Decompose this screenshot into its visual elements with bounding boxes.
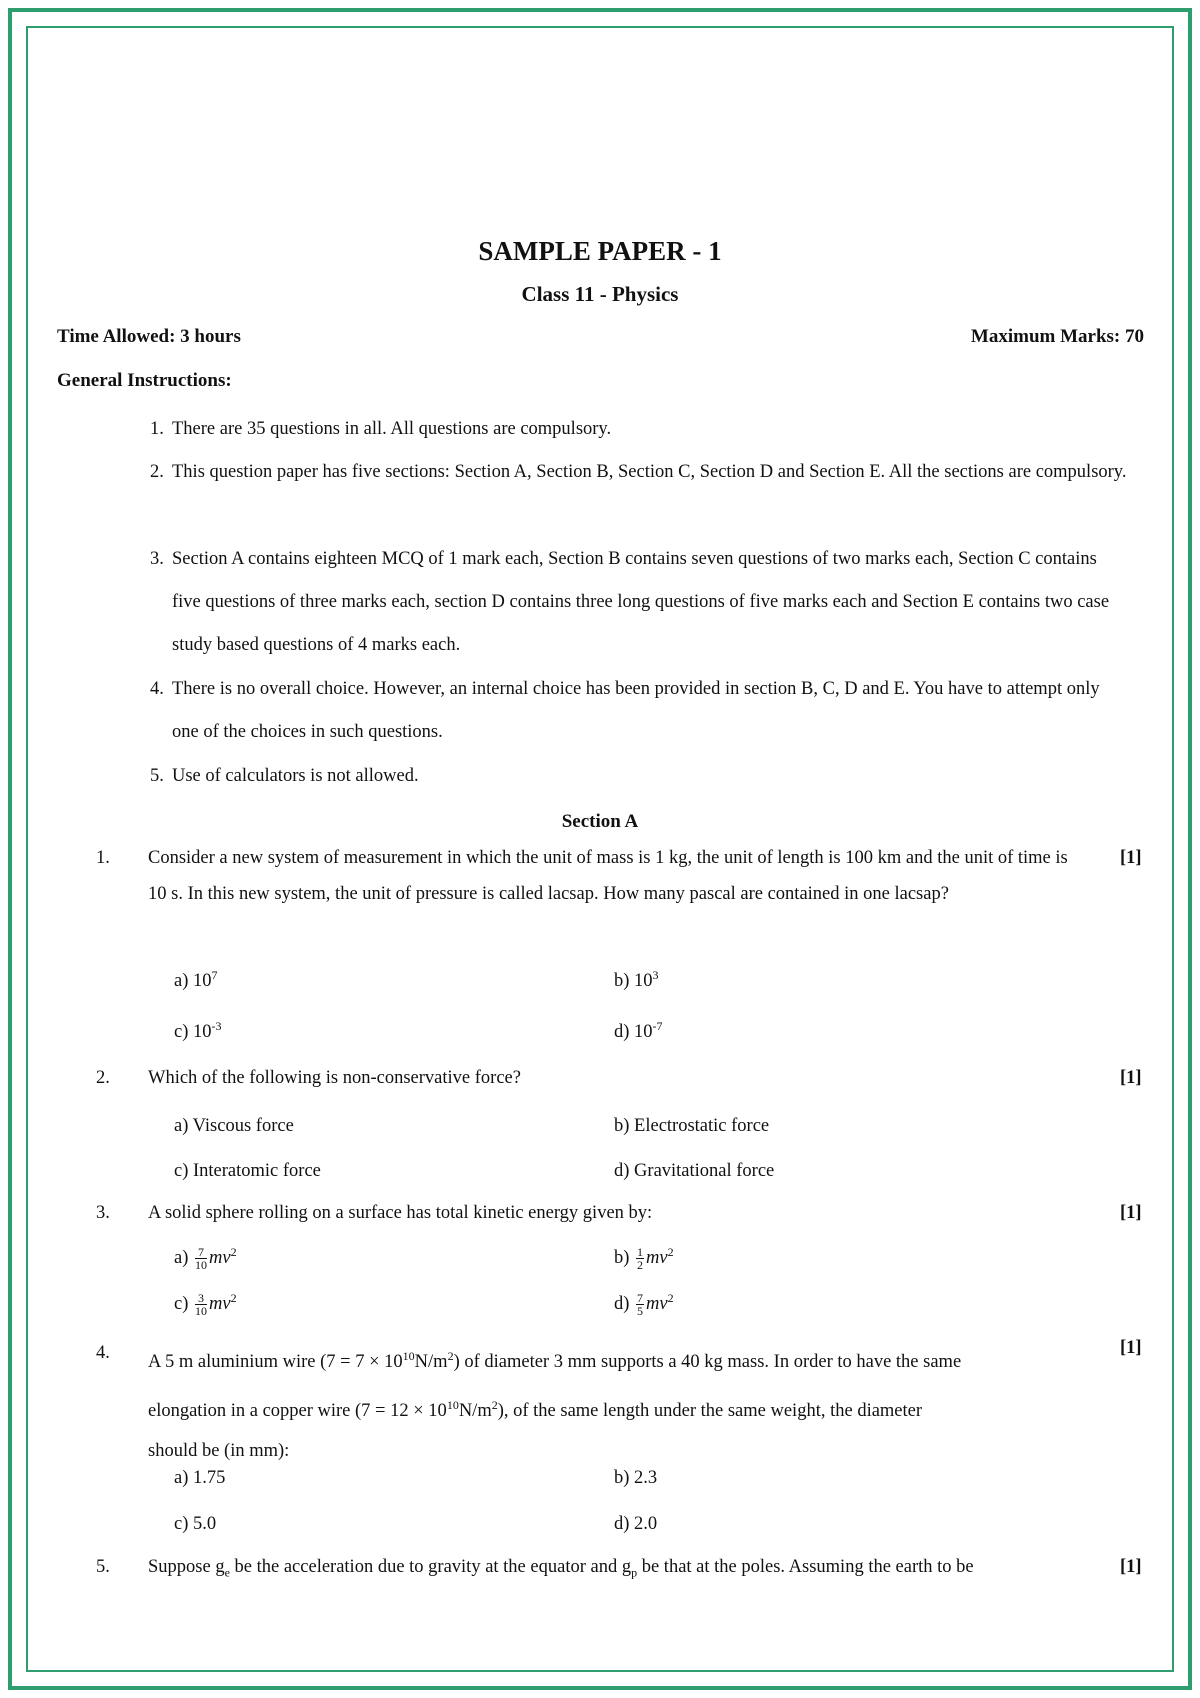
option-fraction (195, 1292, 207, 1317)
option-c (174, 1291, 237, 1317)
option-c (174, 1019, 222, 1043)
question-marks: [1] (1120, 1557, 1142, 1577)
option-exponent: 2 (667, 1291, 674, 1305)
option-label: d) (614, 1022, 630, 1043)
option-text: Electrostatic force (634, 1116, 770, 1136)
text-part: Suppose g (148, 1557, 225, 1577)
section-heading: Section A (561, 811, 639, 832)
instruction-item (150, 755, 1130, 798)
option-b (614, 1468, 657, 1489)
option-fraction (195, 1246, 207, 1271)
question-number: 5. (96, 1557, 110, 1577)
fraction-numerator: 7 (195, 1246, 207, 1259)
instruction-text: There is no overall choice. However, an internal choice has been provided in section B, C, D and E. You have to attempt only one of the choices in such questions. (172, 679, 1100, 742)
question-number: 4. (96, 1343, 110, 1363)
option-d (614, 1514, 657, 1535)
fraction-denominator: 10 (195, 1258, 207, 1273)
option-label: a) (174, 1248, 189, 1269)
option-c (174, 1161, 321, 1182)
instruction-number: 4. (150, 679, 164, 699)
option-label: d) (614, 1161, 630, 1181)
question-marks: [1] (1120, 1203, 1142, 1223)
exponent: 2 (491, 1398, 498, 1413)
option-expression: mv (646, 1294, 668, 1315)
option-a (174, 1468, 225, 1489)
exponent: 10 (402, 1349, 415, 1363)
option-fraction (636, 1246, 644, 1271)
instruction-number: 5. (150, 766, 164, 786)
question-line: should be (in mm): (148, 1441, 290, 1462)
option-text: Viscous force (192, 1116, 294, 1136)
option-text: 2.0 (634, 1514, 658, 1534)
option-exponent: 2 (230, 1291, 237, 1305)
option-exponent: 7 (211, 968, 218, 982)
option-label: c) (174, 1294, 189, 1315)
option-d (614, 1161, 774, 1182)
option-text: 5.0 (193, 1514, 217, 1534)
option-a (174, 1245, 237, 1271)
option-label: b) (614, 1468, 630, 1488)
instruction-item (150, 668, 1130, 754)
option-expression: mv (209, 1294, 231, 1315)
option-text: 1.75 (193, 1468, 226, 1488)
option-exponent: -7 (652, 1019, 663, 1033)
option-b (614, 968, 659, 992)
option-base: 10 (634, 971, 653, 992)
subscript: e (224, 1565, 230, 1580)
option-text: Interatomic force (193, 1161, 321, 1181)
fraction-numerator: 7 (637, 1291, 644, 1306)
question-text (148, 1549, 1088, 1591)
maximum-marks: Maximum Marks: 70 (970, 326, 1144, 347)
option-exponent: -3 (211, 1019, 222, 1033)
question-marks: [1] (1120, 848, 1142, 868)
option-fraction (636, 1292, 644, 1317)
instruction-item (150, 538, 1130, 667)
option-label: a) (174, 971, 189, 992)
question-number: 2. (96, 1068, 110, 1088)
option-b (614, 1245, 674, 1271)
question-line (148, 1335, 1088, 1384)
question-text: Consider a new system of measurement in which the unit of mass is 1 kg, the unit of length is 100 km and the unit of time is 10 s. In this new system, the unit of pressure is called lacsap. How many pascal are contained in one lacsap? (148, 848, 1068, 904)
option-base: 10 (193, 971, 212, 992)
option-label: b) (614, 971, 630, 992)
fraction-denominator: 10 (195, 1304, 207, 1319)
option-expression: mv (646, 1248, 668, 1269)
option-d (614, 1291, 674, 1317)
text-part: N/m (458, 1401, 492, 1422)
option-b (614, 1116, 769, 1137)
option-text: Gravitational force (634, 1161, 775, 1181)
option-label: c) (174, 1022, 189, 1043)
fraction-denominator: 5 (637, 1304, 644, 1319)
option-base: 10 (634, 1022, 653, 1043)
option-label: d) (614, 1514, 630, 1534)
text-part: ) of diameter 3 mm supports a 40 kg mass. In order to have the same (453, 1352, 962, 1373)
text-part: elongation in a copper wire (7 = 12 × 10 (148, 1401, 447, 1422)
paper-subtitle: Class 11 - Physics (521, 282, 679, 306)
question-marks: [1] (1120, 1338, 1142, 1358)
paper-title: SAMPLE PAPER - 1 (478, 236, 722, 266)
question-text: A solid sphere rolling on a surface has total kinetic energy given by: (148, 1203, 653, 1223)
option-a (174, 968, 218, 992)
question-number: 3. (96, 1203, 110, 1223)
option-label: a) (174, 1116, 189, 1136)
text-part: be that at the poles. Assuming the earth to be (637, 1557, 974, 1577)
question-text (148, 1335, 1088, 1469)
text-part: ), of the same length under the same weight, the diameter (497, 1401, 923, 1422)
text-part: A 5 m aluminium wire (7 = 7 × 10 (148, 1352, 403, 1373)
exponent: 10 (446, 1398, 459, 1413)
fraction-numerator: 3 (195, 1292, 207, 1305)
option-exponent: 2 (667, 1245, 674, 1259)
option-base: 10 (193, 1022, 212, 1043)
instruction-text: Use of calculators is not allowed. (172, 766, 419, 786)
fraction-numerator: 1 (637, 1245, 644, 1260)
option-label: b) (614, 1248, 630, 1269)
exponent: 2 (447, 1349, 454, 1363)
option-label: d) (614, 1294, 630, 1315)
fraction-denominator: 2 (637, 1258, 644, 1273)
question-text: Which of the following is non-conservative force? (148, 1068, 521, 1088)
instruction-text: Section A contains eighteen MCQ of 1 mark each, Section B contains seven questions of two marks each, Section C contains five questions of three marks each, section D contains three long questions of five marks each and Section E contains two case study based questions of 4 marks each. (172, 549, 1110, 655)
option-label: a) (174, 1468, 189, 1488)
time-allowed: Time Allowed: 3 hours (57, 326, 241, 347)
option-exponent: 3 (652, 968, 659, 982)
instruction-number: 1. (150, 419, 164, 439)
question-line (148, 1384, 1088, 1433)
option-text: 2.3 (634, 1468, 658, 1488)
option-d (614, 1019, 663, 1043)
subscript: p (631, 1565, 638, 1580)
question-marks: [1] (1120, 1068, 1142, 1088)
option-label: c) (174, 1514, 189, 1534)
text-part: N/m (414, 1352, 448, 1373)
instruction-text: This question paper has five sections: Section A, Section B, Section C, Section D and Section E. All the sections are compulsory. (172, 462, 1127, 482)
instruction-item (150, 451, 1130, 494)
instructions-heading: General Instructions: (57, 370, 232, 391)
option-expression: mv (209, 1248, 231, 1269)
option-label: b) (614, 1116, 630, 1136)
question-number: 1. (96, 848, 110, 868)
option-a (174, 1116, 294, 1137)
instruction-number: 2. (150, 462, 164, 482)
instruction-text: There are 35 questions in all. All questions are compulsory. (172, 419, 612, 439)
text-part: be the acceleration due to gravity at the equator and g (229, 1557, 632, 1577)
option-label: c) (174, 1161, 189, 1181)
instruction-number: 3. (150, 549, 164, 569)
instruction-item (150, 408, 1130, 451)
option-exponent: 2 (230, 1245, 237, 1259)
option-c (174, 1514, 216, 1535)
